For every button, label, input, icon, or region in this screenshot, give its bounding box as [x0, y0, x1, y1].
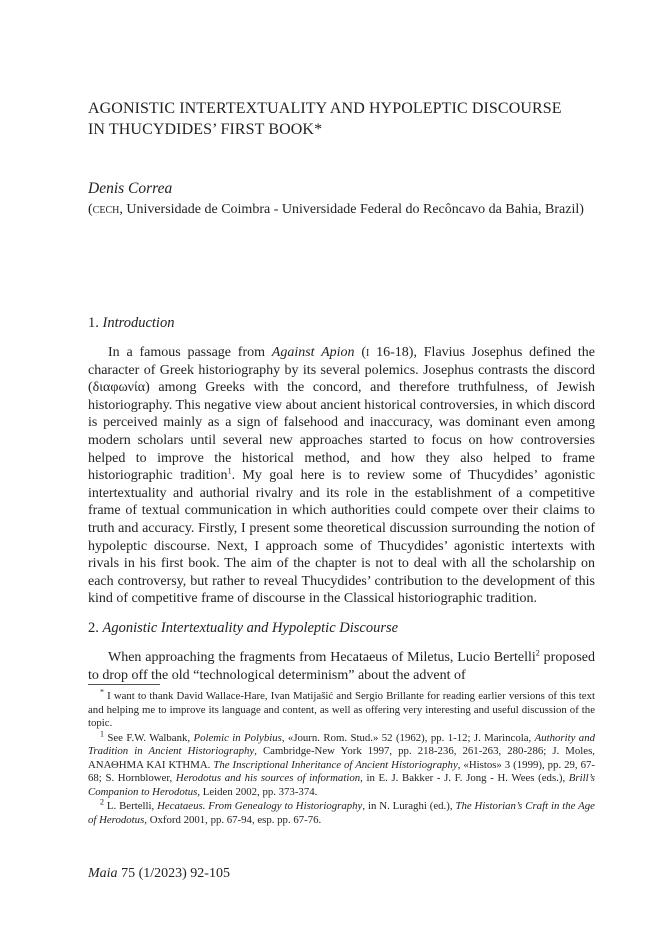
section2-paragraph	[88, 649, 595, 684]
cited-title: Polemic in Polybius	[193, 731, 282, 744]
footnote-2	[88, 797, 595, 827]
affiliation-rest: , Universidade de Coimbra - Universidade Federal do Recôncavo da Bahia, Brazil)	[119, 202, 584, 217]
journal-name: Maia	[88, 866, 118, 881]
footnote-1	[88, 728, 595, 800]
title-line-2: IN THUCYDIDES’ FIRST BOOK*	[88, 121, 323, 138]
footnote-text: , «Histos» 3 (1999), pp. 29, 67-68; S. Hornblower,	[88, 758, 595, 784]
footnote-mark: 1	[100, 728, 104, 738]
greek-title: ΑΝΑΘΗΜΑ ΚΑΙ ΚΤΗΜΑ	[88, 758, 208, 771]
footnote-text: .	[207, 758, 214, 771]
article-title	[88, 98, 588, 140]
footnote-mark: *	[100, 687, 104, 697]
footnote-text: , Leiden 2002, pp. 373-374.	[197, 785, 318, 798]
text-run: (	[354, 345, 367, 360]
author-affiliation	[88, 201, 595, 219]
section-number: 1.	[88, 315, 99, 331]
affiliation-acronym: cech	[92, 202, 120, 217]
footnote-ref-2[interactable]: 2	[535, 648, 540, 658]
text-run: When approaching the fragments from Hecataeus of Miletus, Lucio Bertelli	[108, 650, 536, 665]
cited-title: Herodotus and his sources of information	[175, 772, 361, 784]
section-heading-introduction	[88, 315, 595, 332]
journal-citation-footer	[88, 866, 230, 882]
text-run: 16-18), Flavius Josephus defined the character of Greek historiography by its several polemics. Josephus contrasts the discord (διαφωνία) among Greeks with the concord, and therefore truthfulness, of Jewish historiography. This negative view about ancient historical controversies, in which discord is perceived mainly as a sign of falsehood and inaccuracy, was dominant even among modern scholars until several new approaches started to focus on how controversies helped to improve the historical method, and how they also helped to frame historiographic tradition	[88, 345, 595, 484]
footnote-ref-1[interactable]: 1	[227, 466, 232, 476]
footnote-text: , Oxford 2001, pp. 67-94, esp. pp. 67-76.	[144, 813, 322, 826]
title-line-1: AGONISTIC INTERTEXTUALITY AND HYPOLEPTIC DISCOURSE	[88, 100, 562, 117]
text-run: proposed to drop off the old “technological determinism” about the advent of	[88, 650, 595, 683]
intro-paragraph	[88, 344, 595, 608]
footnote-mark: 2	[100, 797, 104, 807]
text-run: . My goal here is to review some of Thucydides’ agonistic intertextuality and authorial rivalry and its role in the establishment of a competitive frame of textual communication in which authorities could compete over their claims to truth and accuracy. Firstly, I present some theoretical discussion surrounding the notion of hypoleptic discourse. Next, I approach some of Thucydides’ agonistic intertexts with rivals in his first book. The aim of the chapter is not to deal with all the scholarship on each controversy, but rather to reveal Thucydides’ contribution to the development of this kind of competitive frame of discourse in the Classical historiographic tradition.	[88, 468, 596, 607]
section-title: Agonistic Intertextuality and Hypoleptic Discourse	[102, 620, 399, 636]
roman-reference: i	[366, 345, 370, 360]
footnote-text: , Cambridge-New York 1997, pp. 218-236, 261-263, 280-286; J. Moles,	[254, 745, 595, 757]
footnote-text: , in E. J. Bakker - J. F. Jong - H. Wees (eds.),	[360, 772, 569, 784]
work-title: Against Apion	[271, 345, 355, 360]
section-title: Introduction	[102, 315, 175, 331]
journal-issue-pages: 75 (1/2023) 92-105	[117, 866, 230, 881]
cited-title: Hecataeus. From Genealogy to Historiography	[157, 800, 363, 812]
section-heading-agonistic	[88, 620, 595, 637]
footnote-text: L. Bertelli,	[104, 800, 158, 812]
footnote-star	[88, 687, 595, 731]
cited-title: The Historian’s Craft in the Age of Herodotus	[88, 800, 595, 826]
cited-title: The Inscriptional Inheritance of Ancient Historiography	[213, 758, 458, 771]
cited-title: Authority and Tradition in Ancient Historiography	[88, 731, 595, 757]
cited-title: Brill’s Companion to Herodotus	[88, 772, 595, 798]
affiliation-open: (	[88, 202, 93, 217]
footnote-text: , «Journ. Rom. Stud.» 52 (1962), pp. 1-12; J. Marincola,	[281, 731, 535, 744]
footnote-text: I want to thank David Wallace-Hare, Ivan Matijašić and Sergio Brillante for reading earlier versions of this text and helping me to improve its language and content, as well as offering very interesting and useful discussion of the topic.	[88, 690, 595, 729]
footnote-divider	[88, 684, 160, 685]
footnote-text: , in N. Luraghi (ed.),	[362, 800, 456, 812]
footnotes	[88, 687, 595, 828]
text-run: In a famous passage from	[108, 345, 272, 360]
author-name: Denis Correa	[88, 180, 173, 197]
section-number: 2.	[88, 620, 99, 636]
footnote-text: See F.W. Walbank,	[104, 731, 194, 744]
